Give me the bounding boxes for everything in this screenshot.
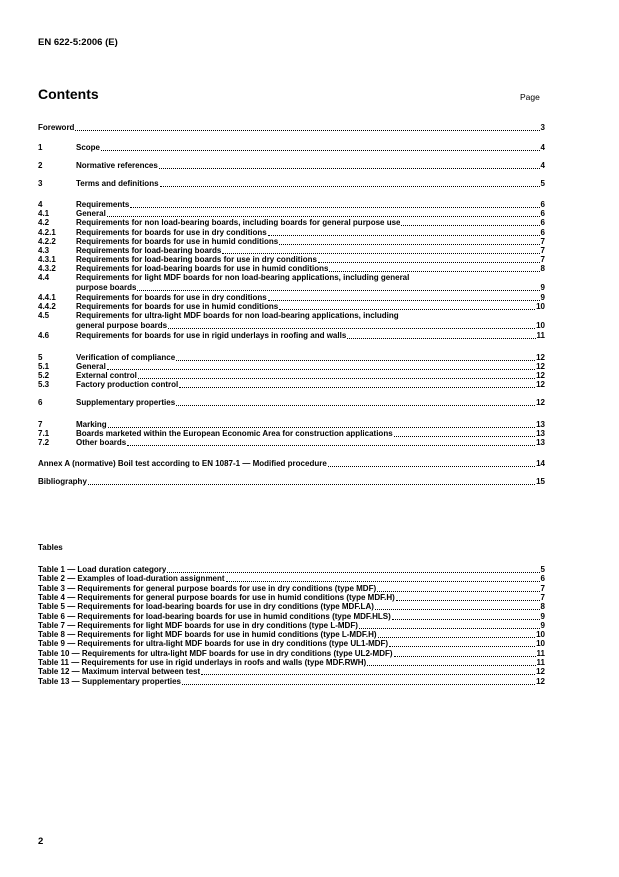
toc-title-continuation: general purpose boards: [76, 321, 168, 330]
table-list-title: Table 13 — Supplementary properties: [38, 676, 182, 686]
toc-entry-continuation[interactable]: [38, 283, 545, 293]
toc-page: 10: [536, 321, 545, 330]
toc-title: General: [76, 362, 106, 371]
dot-leader: [176, 360, 535, 361]
toc-number: 5.3: [38, 380, 50, 389]
toc-entry[interactable]: [38, 331, 545, 341]
toc-entry[interactable]: [38, 311, 545, 321]
dot-leader: [378, 637, 536, 638]
dot-leader: [107, 369, 535, 370]
dot-leader: [226, 581, 540, 582]
dot-leader: [359, 628, 540, 629]
toc-page: 3: [540, 123, 545, 132]
table-list-title: Table 2 — Examples of load-duration assignment: [38, 574, 225, 584]
table-list-title: Table 9 — Requirements for ultra-light MDF boards for use in dry conditions (type UL1-MDF): [38, 639, 389, 649]
table-list-page: 11: [536, 648, 545, 658]
dot-leader: [367, 665, 535, 666]
toc-number: 4.3.1: [38, 255, 56, 264]
toc-entry-continuation[interactable]: [38, 321, 545, 331]
toc-number: 4.6: [38, 331, 50, 340]
toc-title: Marking: [76, 420, 107, 429]
toc-number: 4.3: [38, 246, 50, 255]
toc-page: 7: [540, 255, 545, 264]
table-list-page: 9: [540, 611, 545, 621]
dot-leader: [108, 427, 535, 428]
table-list-title: Table 4 — Requirements for general purpose boards for use in humid conditions (type MDF.H): [38, 592, 395, 602]
dot-leader: [138, 378, 535, 379]
dot-leader: [394, 436, 535, 437]
table-list-page: 11: [536, 658, 545, 667]
toc-title: Requirements for boards for use in dry conditions: [76, 293, 267, 302]
toc-page: 10: [536, 302, 545, 311]
page-column-label: Page: [520, 92, 540, 102]
contents-title: Contents: [38, 86, 99, 102]
toc-title: Terms and definitions: [76, 179, 159, 188]
toc-entry[interactable]: [38, 179, 545, 189]
table-list-page: 7: [540, 592, 545, 602]
dot-leader: [176, 405, 535, 406]
dot-leader: [279, 244, 539, 245]
toc-page: 6: [540, 200, 545, 209]
toc-page: 14: [536, 459, 545, 468]
toc-page: 12: [536, 398, 545, 407]
table-list-entry[interactable]: [38, 677, 545, 687]
toc-title: Normative references: [76, 161, 158, 170]
table-list-page: 7: [540, 583, 545, 593]
dot-leader: [182, 684, 535, 685]
tables-heading: Tables: [38, 543, 63, 552]
dot-leader: [396, 600, 540, 601]
document-id: EN 622-5:2006 (E): [38, 37, 118, 48]
toc-number: 4.1: [38, 209, 50, 218]
toc-page: 6: [540, 209, 545, 218]
toc-title: Requirements for boards for use in humid conditions: [76, 237, 279, 246]
dot-leader: [328, 466, 535, 467]
toc-number: 4.2: [38, 218, 50, 227]
toc-entry[interactable]: [38, 123, 545, 133]
toc-number: 5.2: [38, 371, 50, 380]
dot-leader: [377, 591, 539, 592]
dot-leader: [201, 674, 535, 675]
toc-entry[interactable]: [38, 438, 545, 448]
dot-leader: [107, 216, 540, 217]
toc-number: 3: [38, 179, 43, 188]
toc-title: General: [76, 209, 106, 218]
toc-title: Requirements for load-bearing boards for use in dry conditions: [76, 255, 317, 264]
dot-leader: [279, 309, 535, 310]
dot-leader: [159, 168, 540, 169]
toc-page: 12: [536, 371, 545, 380]
toc-title: Other boards: [76, 438, 127, 447]
toc-number: 7.2: [38, 438, 50, 447]
table-list-page: 10: [536, 630, 545, 640]
dot-leader: [329, 271, 539, 272]
table-list-title: Table 5 — Requirements for load-bearing boards for use in dry conditions (type MDF.LA): [38, 602, 374, 612]
table-list-page: 8: [540, 602, 545, 612]
toc-page: 13: [536, 429, 545, 438]
toc-number: 4.3.2: [38, 264, 56, 273]
toc-page: 4: [540, 143, 545, 152]
toc-entry[interactable]: [38, 161, 545, 171]
toc-number: 2: [38, 161, 43, 170]
toc-page: 6: [540, 218, 545, 227]
toc-number: 5.1: [38, 362, 50, 371]
toc-entry[interactable]: [38, 459, 545, 469]
toc-title: Requirements for load-bearing boards: [76, 246, 222, 255]
toc-title: Verification of compliance: [76, 353, 176, 362]
dot-leader: [137, 290, 539, 291]
toc-entry[interactable]: [38, 477, 545, 487]
toc-page: 7: [540, 246, 545, 255]
toc-title: Requirements for ultra-light MDF boards for non load-bearing applications, including: [76, 311, 399, 320]
table-list-page: 6: [540, 574, 545, 584]
dot-leader: [222, 253, 539, 254]
page-number: 2: [38, 836, 44, 847]
toc-entry[interactable]: [38, 380, 545, 390]
toc-title: Requirements for load-bearing boards for use in humid conditions: [76, 264, 329, 273]
table-list-page: 9: [540, 620, 545, 630]
dot-leader: [88, 484, 535, 485]
toc-entry[interactable]: [38, 273, 545, 283]
dot-leader: [392, 619, 540, 620]
table-list-page: 12: [536, 667, 545, 677]
table-list-page: 5: [540, 565, 545, 574]
toc-number: 6: [38, 398, 43, 407]
toc-entry[interactable]: [38, 218, 545, 228]
toc-title: Foreword: [38, 123, 75, 132]
dot-leader: [168, 328, 535, 329]
toc-number: 4.4: [38, 273, 50, 282]
table-list-title: Table 7 — Requirements for light MDF boards for use in dry conditions (type L-MDF): [38, 620, 358, 630]
toc-number: 1: [38, 143, 43, 152]
toc-entry[interactable]: [38, 143, 545, 153]
toc-title: Supplementary properties: [76, 398, 176, 407]
dot-leader: [130, 207, 539, 208]
dot-leader: [401, 225, 539, 226]
toc-number: 7: [38, 420, 43, 429]
toc-page: 5: [540, 179, 545, 188]
table-list-title: Table 6 — Requirements for load-bearing boards for use in humid conditions (type MDF.HLS): [38, 611, 391, 621]
dot-leader: [75, 130, 539, 131]
dot-leader: [167, 572, 539, 573]
toc-number: 7.1: [38, 429, 50, 438]
toc-page: 12: [536, 353, 545, 362]
dot-leader: [375, 609, 540, 610]
toc-title: External control: [76, 371, 137, 380]
toc-number: 4.2.2: [38, 237, 56, 246]
dot-leader: [347, 338, 535, 339]
toc-title: Factory production control: [76, 380, 179, 389]
dot-leader: [389, 646, 535, 647]
table-list-title: Table 12 — Maximum interval between test: [38, 667, 201, 677]
table-list-title: Table 10 — Requirements for ultra-light MDF boards for use in dry conditions (type UL2-MDF): [38, 648, 393, 658]
toc-entry[interactable]: [38, 398, 545, 408]
table-list-title: Table 8 — Requirements for light MDF boards for use in humid conditions (type L-MDF.H): [38, 630, 377, 640]
toc-page: 12: [536, 380, 545, 389]
toc-page: 13: [536, 420, 545, 429]
toc-page: 9: [540, 283, 545, 292]
toc-page: 7: [540, 237, 545, 246]
toc-page: 11: [536, 331, 545, 340]
dot-leader: [268, 235, 540, 236]
toc-title: Boards marketed within the European Economic Area for construction applications: [76, 429, 393, 438]
toc-page: 6: [540, 228, 545, 237]
toc-number: 4.2.1: [38, 228, 56, 237]
toc-page: 15: [536, 477, 545, 486]
toc-title-continuation: purpose boards: [76, 283, 137, 292]
toc-number: 4.4.2: [38, 302, 56, 311]
dot-leader: [268, 300, 540, 301]
table-list-page: 10: [536, 639, 545, 649]
dot-leader: [101, 150, 540, 151]
toc-number: 4: [38, 200, 43, 209]
toc-title: Annex A (normative) Boil test according to EN 1087-1 — Modified procedure: [38, 459, 327, 468]
toc-title: Scope: [76, 143, 101, 152]
toc-page: 8: [540, 264, 545, 273]
table-list-page: 12: [536, 676, 545, 686]
toc-title: Requirements for boards for use in dry conditions: [76, 228, 267, 237]
toc-title: Requirements for boards for use in rigid underlays in roofing and walls: [76, 331, 347, 340]
toc-title: Requirements: [76, 200, 130, 209]
toc-title: Requirements for non load-bearing boards, including boards for general purpose use: [76, 218, 401, 227]
toc-title: Requirements for light MDF boards for non load-bearing applications, including general: [76, 273, 410, 282]
toc-page: 9: [540, 293, 545, 302]
dot-leader: [394, 656, 536, 657]
dot-leader: [127, 445, 535, 446]
table-list-title: Table 1 — Load duration category: [38, 565, 167, 574]
dot-leader: [160, 186, 540, 187]
dot-leader: [318, 262, 540, 263]
toc-title: Bibliography: [38, 477, 87, 486]
table-list-title: Table 11 — Requirements for use in rigid underlays in roofs and walls (type MDF.RWH): [38, 658, 367, 667]
toc-page: 13: [536, 438, 545, 447]
toc-number: 5: [38, 353, 43, 362]
table-list-title: Table 3 — Requirements for general purpose boards for use in dry conditions (type MDF): [38, 583, 377, 593]
toc-page: 4: [540, 161, 545, 170]
toc-page: 12: [536, 362, 545, 371]
toc-title: Requirements for boards for use in humid conditions: [76, 302, 279, 311]
toc-number: 4.5: [38, 311, 50, 320]
dot-leader: [179, 387, 535, 388]
toc-number: 4.4.1: [38, 293, 56, 302]
